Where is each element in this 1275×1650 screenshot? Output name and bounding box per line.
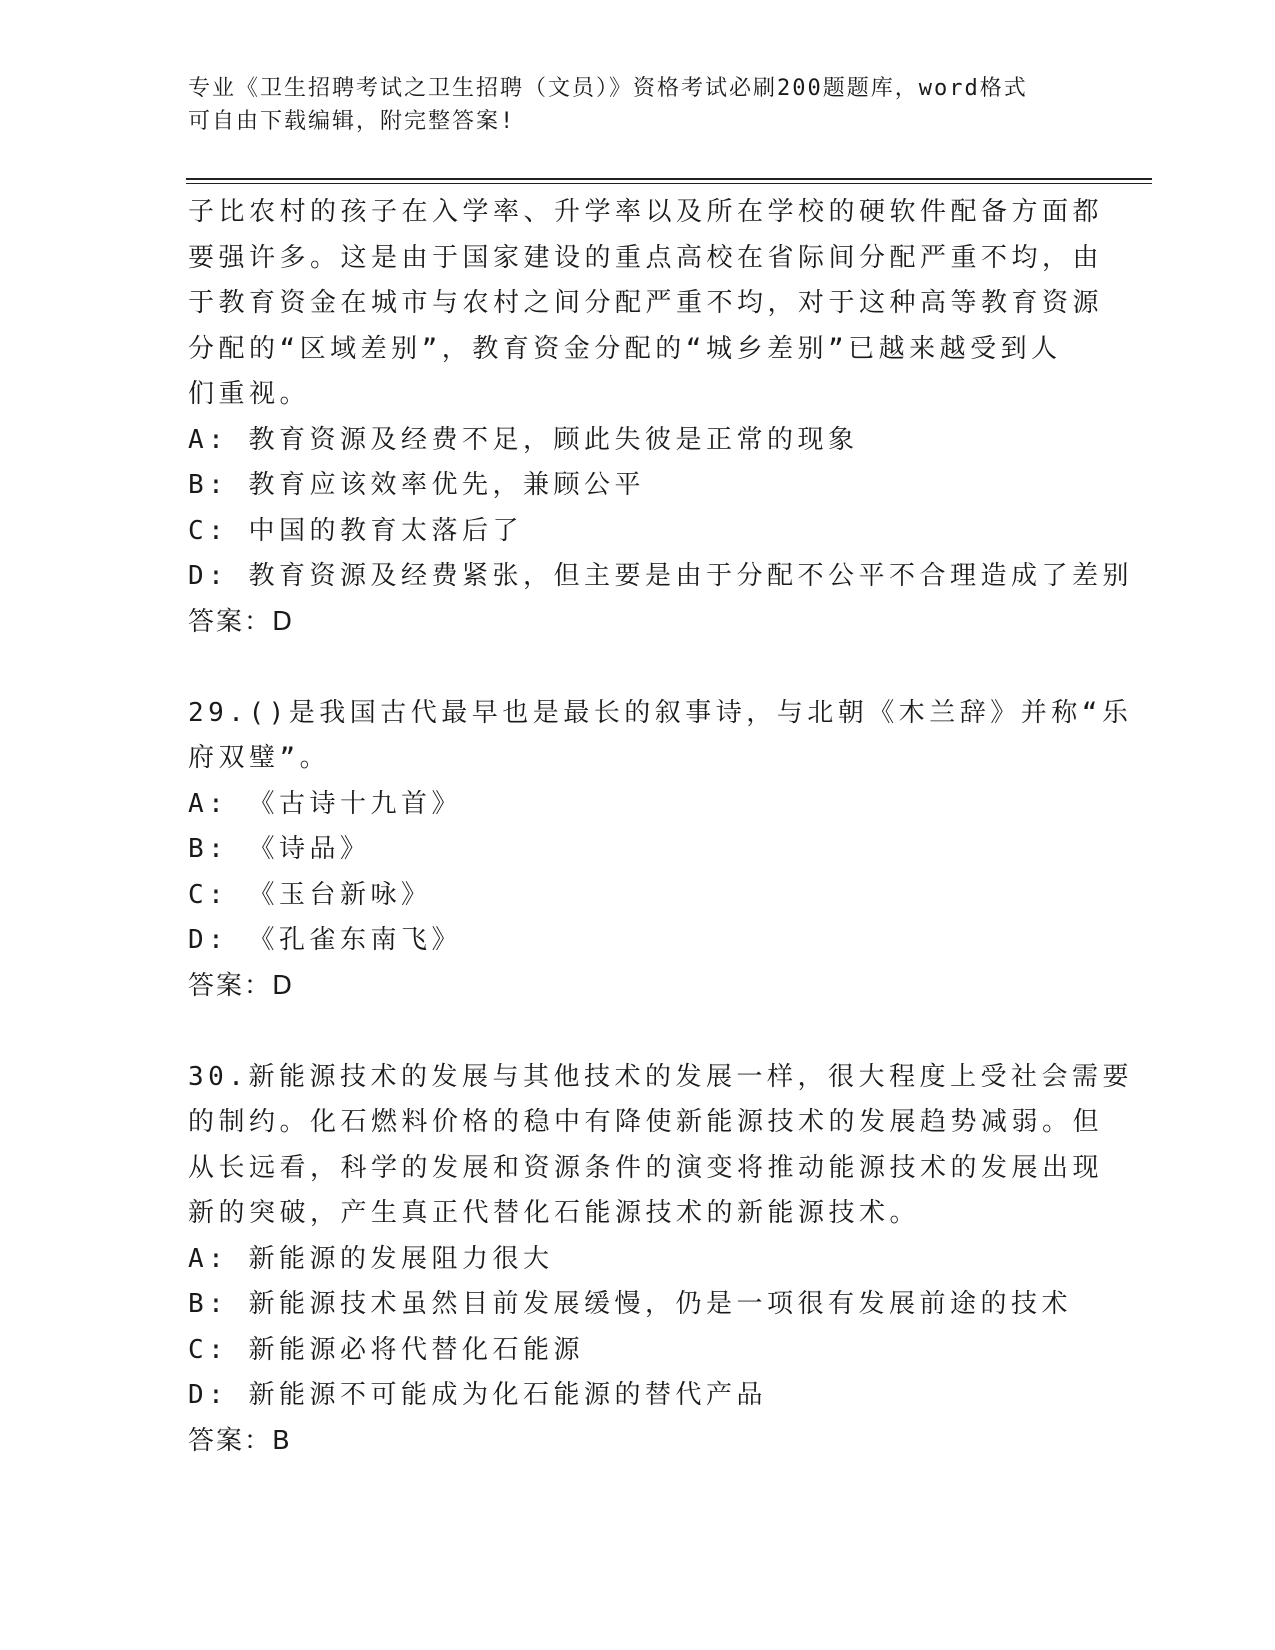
answer-line: 答案：D xyxy=(188,606,295,637)
page-content xyxy=(188,190,1133,1464)
question-28 xyxy=(188,190,1133,645)
answer-line: 答案：D xyxy=(188,970,295,1001)
question-stem-line: 30.新能源技术的发展与其他技术的发展一样，很大程度上受社会需要 xyxy=(188,1061,1133,1092)
option-d: D: 教育资源及经费紧张，但主要是由于分配不公平不合理造成了差别 xyxy=(188,561,1133,591)
question-stem-line: 于教育资金在城市与农村之间分配严重不均，对于这种高等教育资源 xyxy=(188,288,1104,318)
spacer xyxy=(188,1009,1088,1055)
spacer xyxy=(188,645,1088,691)
header-title-line-1: 专业《卫生招聘考试之卫生招聘（文员）》资格考试必刷200题题库，word格式 xyxy=(188,76,1028,101)
question-stem-line: 分配的“区域差别”，教育资金分配的“城乡差别”已越来越受到人 xyxy=(188,333,1062,364)
option-c: C: 《玉台新咏》 xyxy=(188,879,432,910)
option-b: B: 新能源技术虽然目前发展缓慢，仍是一项很有发展前途的技术 xyxy=(188,1289,1072,1319)
option-b: B: 教育应该效率优先，兼顾公平 xyxy=(188,470,645,500)
question-stem-line: 从长远看，科学的发展和资源条件的演变将推动能源技术的发展出现 xyxy=(188,1152,1104,1183)
header-divider-thin xyxy=(186,183,1152,184)
question-stem-line: 们重视。 xyxy=(188,379,311,409)
option-a: A: 新能源的发展阻力很大 xyxy=(188,1243,554,1274)
option-b: B: 《诗品》 xyxy=(188,834,371,864)
option-d: D: 《孔雀东南飞》 xyxy=(188,925,462,955)
option-c: C: 中国的教育太落后了 xyxy=(188,515,523,546)
question-stem-line: 要强许多。这是由于国家建设的重点高校在省际间分配严重不均，由 xyxy=(188,242,1104,273)
question-stem-line: 新的突破，产生真正代替化石能源技术的新能源技术。 xyxy=(188,1198,921,1228)
option-c: C: 新能源必将代替化石能源 xyxy=(188,1334,584,1365)
page-header xyxy=(188,72,1088,138)
question-30 xyxy=(188,1055,1133,1465)
question-stem-line: 的制约。化石燃料价格的稳中有降使新能源技术的发展趋势减弱。但 xyxy=(188,1107,1104,1137)
question-29 xyxy=(188,691,1133,1010)
question-stem-line: 子比农村的孩子在入学率、升学率以及所在学校的硬软件配备方面都 xyxy=(188,197,1104,227)
option-d: D: 新能源不可能成为化石能源的替代产品 xyxy=(188,1380,767,1410)
header-title-line-2: 可自由下载编辑，附完整答案! xyxy=(188,109,516,134)
question-stem-line: 29.()是我国古代最早也是最长的叙事诗，与北朝《木兰辞》并称“乐 xyxy=(188,697,1133,728)
question-stem-line: 府双璧”。 xyxy=(188,743,331,773)
option-a: A: 《古诗十九首》 xyxy=(188,788,462,819)
header-divider-thick xyxy=(186,178,1152,180)
answer-line: 答案：B xyxy=(188,1425,292,1456)
option-a: A: 教育资源及经费不足，顾此失彼是正常的现象 xyxy=(188,424,859,455)
